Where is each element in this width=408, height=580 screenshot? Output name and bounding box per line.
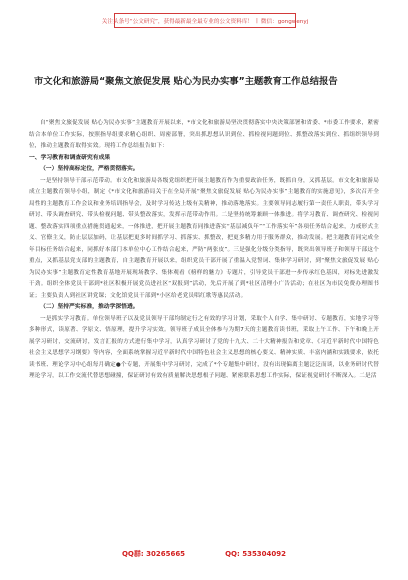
document-body (29, 118, 379, 543)
subsection-heading: （一）坚持高标定位，严格贯彻落实。 (40, 166, 139, 172)
promo-banner (101, 13, 309, 28)
document-title: 市文化和旅游局“聚焦文旅促发展 贴心为民办实事”主题教育工作总结报告 (34, 76, 338, 87)
contact-footer (0, 546, 408, 562)
section-heading: 一、学习教育和调查研究有成果 (29, 154, 111, 161)
promo-banner-text: 关注头条号“公文研究”，获得最新最全最专业的公文资料库！ (101, 18, 254, 25)
qq-number-text: QQ: 535304092 (225, 550, 287, 558)
banner-divider: | (256, 17, 258, 24)
intro-paragraph: 自“聚焦文旅促发展 贴心为民办实事”主题教育开展以来，*市文化和旅游局坚决贯彻落实中央决策部署和省委、*市委工作要求，紧密结合本单位工作实际，按照指导组要求精心组织、周密部署，突出抓思想认识到位、抓检视问题到位、抓整改落实到位、抓组织领导到位，推动主题教育取得实效。现将工作总结报告如下： (29, 120, 379, 149)
subsection-heading: （二）坚持严实标准，推动学深悟透。 (40, 304, 139, 310)
body-paragraph: 一是抓实学习教育。单位领导班子以及党员领导干部均制定行之有效的学习计划，采取个人自学、集中研讨、专题教育，实地学习等多种形式，读原著、学原文、悟原理，提升学习实效。领导班子成员全体参与为期7天的主题教育读书班，采取上午工作、下午和晚上开展学习研讨，交流研讨，发言汇报的方式进行集中学习，认真学习研讨了党的十九大、二十大精神报告和党章、《习近平新时代中国特色社会主义思想学习纲要》等内容，全面系统掌握习近平新时代中国特色社会主义思想的核心要义、精神实质、丰富内涵和实践要求，依托读书班、理论学习中心组每月确定●个专题，开展集中学习研讨，完成了*个专题集中研讨，没有出现偏离主题泛泛而谈，以业务研讨代替理论学习，以工作交流代替思想碰撞，保证研讨有效有质量解决思想根子问题、紧密联系思想工作实际，保证视觉研讨不断深入。二是活 (29, 315, 379, 379)
promo-banner-wechat: 微信：gongwenyj (260, 18, 309, 25)
qq-group-text: QQ群: 30265665 (121, 550, 186, 558)
body-paragraph: 一是坚持领导干部示范带动。市文化和旅游局各级党组织把开展主题教育作为重要政治任务，既抓自身，又抓基层。市文化和旅游局成立主题教育领导小组，制定《*市文化和旅游局关于在全局开展“聚焦文旅促发展 贴心为民办实事”主题教育的实施意见》，多次召开全局性的主题教育工作会议和业务培训指导会，及时学习传达上级有关精神，推动落地落实。主要领导同志履行第一责任人职责，带头学习研讨、带头调查研究、带头检视问题、带头整改落实，发挥示范带动作用。二是坚持统筹兼顾一体推进。将学习教育、调查研究、检视问题、整改落实四项重点措施贯通起来，一体推进，把开展主题教育同推进落实“基层减负年”“工作落实年”各项任务结合起来，力戒形式主义、官僚主义，防止层层加码，让基层把更多时间抓学习、抓落实、抓整改，把更多精力用于服务群众，推动发展。把主题教育同完成全年目标任务结合起来，同抓好本部门本单位中心工作结合起来，严防“两张皮”。三是强化分级分类指导，既突出领导班子和领导干部这个重点，又抓基层党支部的主题教育，自主题教育开展以来，组织党员干部开展了重温入党誓词、集体学习研讨，到“聚焦文旅促发展 贴心为民办实事”主题教育定性教育基地开展现场教学、集体观看《榜样的魅力》专题片，引导党员干部进一步传承红色基因，对标先进激发干劲。组织全体党员干部到*社区积极开展党员进社区“双报到”活动，先后开展了到*社区清理小广告活动；在社区为市民免费办理图书证；主要负责人到社区讲党课；文化馆党员干部到*小区给老党员唱红歌等惠民活动。 (29, 177, 379, 299)
